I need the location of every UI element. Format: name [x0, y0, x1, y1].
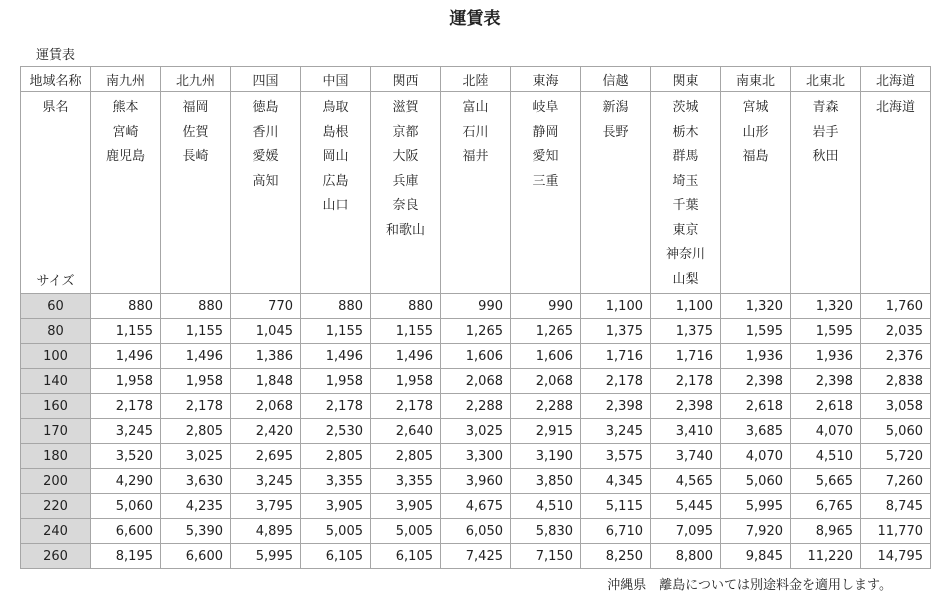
size-cell: 80: [21, 319, 91, 344]
fare-cell: 5,830: [511, 519, 581, 544]
fare-cell: 3,905: [301, 494, 371, 519]
region-header: 南九州: [91, 67, 161, 92]
fare-cell: 2,398: [651, 394, 721, 419]
prefecture-name: 北海道: [875, 100, 915, 115]
fare-cell: 3,575: [581, 444, 651, 469]
prefecture-name: 長野: [602, 124, 629, 140]
fare-cell: 1,155: [91, 319, 161, 344]
size-cell: 170: [21, 419, 91, 444]
fare-cell: 6,765: [791, 494, 861, 519]
fare-cell: 3,245: [231, 469, 301, 494]
table-row: [21, 344, 931, 369]
prefecture-name: 宮崎: [112, 124, 139, 140]
region-label-cell: 地域名称: [21, 67, 91, 92]
fare-cell: 7,150: [511, 544, 581, 569]
prefecture-name: 福岡: [182, 100, 209, 115]
fare-cell: 3,300: [441, 444, 511, 469]
prefecture-name: 和歌山: [385, 222, 425, 238]
fare-cell: 1,155: [371, 319, 441, 344]
fare-cell: 3,245: [581, 419, 651, 444]
fare-cell: 2,805: [371, 444, 441, 469]
prefecture-name: 群馬: [672, 149, 699, 164]
prefecture-name: 山形: [742, 124, 769, 140]
fare-cell: 1,320: [791, 294, 861, 319]
page-title: 運賃表: [449, 9, 501, 29]
fare-cell: 5,995: [721, 494, 791, 519]
fare-cell: 880: [161, 294, 231, 319]
size-cell: 60: [21, 294, 91, 319]
fare-cell: 2,530: [301, 419, 371, 444]
prefecture-name: 徳島: [252, 100, 279, 115]
prefecture-name: 大阪: [392, 149, 419, 164]
fare-cell: 5,995: [231, 544, 301, 569]
size-cell: 140: [21, 369, 91, 394]
fare-cell: 4,510: [511, 494, 581, 519]
fare-cell: 3,850: [511, 469, 581, 494]
pref-label: 県名: [42, 100, 69, 115]
fare-cell: 3,058: [861, 394, 931, 419]
fare-cell: 3,905: [371, 494, 441, 519]
prefecture-name: 秋田: [812, 149, 839, 164]
fare-cell: 4,675: [441, 494, 511, 519]
size-cell: 260: [21, 544, 91, 569]
prefecture-name: 富山: [462, 100, 489, 115]
prefecture-cell: [231, 92, 301, 294]
region-header: 北海道: [861, 67, 931, 92]
pref-size-label-cell: [21, 92, 91, 294]
fare-cell: 5,720: [861, 444, 931, 469]
prefecture-cell: [441, 92, 511, 294]
fare-cell: 2,805: [161, 419, 231, 444]
region-header: 信越: [581, 67, 651, 92]
region-header: 南東北: [721, 67, 791, 92]
prefecture-name: 新潟: [602, 100, 629, 115]
prefecture-name: 滋賀: [392, 100, 419, 115]
prefecture-cell: [861, 92, 931, 294]
region-header: 北東北: [791, 67, 861, 92]
fare-cell: 770: [231, 294, 301, 319]
prefecture-cell: [581, 92, 651, 294]
prefecture-name: 兵庫: [392, 173, 419, 189]
fare-cell: 1,936: [721, 344, 791, 369]
prefecture-cell: [651, 92, 721, 294]
fare-cell: 1,496: [91, 344, 161, 369]
fare-cell: 3,245: [91, 419, 161, 444]
fare-cell: 1,848: [231, 369, 301, 394]
region-header: 関東: [651, 67, 721, 92]
fare-cell: 3,960: [441, 469, 511, 494]
prefecture-name: 青森: [812, 100, 839, 115]
prefecture-name: 愛媛: [252, 149, 279, 164]
prefecture-name: 山梨: [672, 271, 699, 287]
fare-cell: 1,496: [301, 344, 371, 369]
fare-cell: 4,070: [791, 419, 861, 444]
fare-cell: 2,178: [301, 394, 371, 419]
fare-cell: 3,520: [91, 444, 161, 469]
fare-cell: 2,640: [371, 419, 441, 444]
fare-cell: 5,060: [91, 494, 161, 519]
fare-cell: 5,445: [651, 494, 721, 519]
fare-cell: 3,410: [651, 419, 721, 444]
fare-cell: 990: [511, 294, 581, 319]
prefecture-name: 福島: [742, 149, 769, 164]
fare-cell: 7,260: [861, 469, 931, 494]
prefecture-name: 広島: [322, 173, 349, 189]
prefecture-name: 高知: [252, 173, 279, 189]
prefecture-name: 鹿児島: [105, 149, 145, 164]
fare-cell: 1,265: [441, 319, 511, 344]
prefecture-name: 島根: [322, 124, 349, 140]
fare-cell: 1,595: [791, 319, 861, 344]
fare-cell: 1,606: [441, 344, 511, 369]
size-cell: 180: [21, 444, 91, 469]
fare-cell: 2,838: [861, 369, 931, 394]
prefecture-cell: [301, 92, 371, 294]
prefecture-name: 福井: [462, 149, 489, 164]
fare-cell: 6,105: [301, 544, 371, 569]
prefecture-name: 神奈川: [665, 247, 705, 262]
prefecture-name: 岡山: [322, 149, 349, 164]
prefecture-name: 岐阜: [532, 100, 559, 115]
fare-cell: 2,398: [581, 394, 651, 419]
fare-cell: 4,290: [91, 469, 161, 494]
fare-cell: 1,375: [651, 319, 721, 344]
fare-cell: 8,965: [791, 519, 861, 544]
fare-cell: 1,155: [161, 319, 231, 344]
fare-cell: 1,760: [861, 294, 931, 319]
fare-cell: 7,095: [651, 519, 721, 544]
table-row: [21, 494, 931, 519]
fare-cell: 8,800: [651, 544, 721, 569]
table-row: [21, 444, 931, 469]
prefecture-name: 宮城: [742, 100, 769, 115]
fare-cell: 880: [371, 294, 441, 319]
table-row: [21, 394, 931, 419]
fare-cell: 3,685: [721, 419, 791, 444]
table-row: [21, 469, 931, 494]
fare-cell: 1,045: [231, 319, 301, 344]
fare-cell: 1,265: [511, 319, 581, 344]
fare-cell: 2,178: [651, 369, 721, 394]
region-header: 東海: [511, 67, 581, 92]
fare-cell: 880: [91, 294, 161, 319]
fare-cell: 2,288: [511, 394, 581, 419]
prefecture-name: 岩手: [812, 124, 839, 140]
region-header-row: [21, 67, 931, 92]
size-cell: 160: [21, 394, 91, 419]
fare-cell: 2,068: [511, 369, 581, 394]
fare-cell: 2,178: [91, 394, 161, 419]
fare-cell: 1,496: [161, 344, 231, 369]
fare-cell: 2,035: [861, 319, 931, 344]
prefecture-name: 東京: [672, 222, 699, 238]
prefecture-row: [21, 92, 931, 294]
fare-cell: 1,716: [651, 344, 721, 369]
fare-cell: 14,795: [861, 544, 931, 569]
fare-cell: 11,770: [861, 519, 931, 544]
prefecture-name: 静岡: [532, 124, 559, 140]
fare-cell: 6,105: [371, 544, 441, 569]
region-header: 北陸: [441, 67, 511, 92]
fare-cell: 2,288: [441, 394, 511, 419]
fare-cell: 1,375: [581, 319, 651, 344]
fare-cell: 5,060: [861, 419, 931, 444]
size-cell: 240: [21, 519, 91, 544]
fare-cell: 6,600: [91, 519, 161, 544]
table-row: [21, 319, 931, 344]
table-row: [21, 544, 931, 569]
size-cell: 200: [21, 469, 91, 494]
prefecture-cell: [511, 92, 581, 294]
fare-cell: 4,070: [721, 444, 791, 469]
prefecture-name: 長崎: [182, 149, 209, 164]
region-header: 中国: [301, 67, 371, 92]
fare-cell: 2,420: [231, 419, 301, 444]
fare-cell: 8,250: [581, 544, 651, 569]
fare-cell: 3,740: [651, 444, 721, 469]
prefecture-cell: [371, 92, 441, 294]
size-cell: 220: [21, 494, 91, 519]
fare-cell: 5,005: [301, 519, 371, 544]
fare-cell: 1,155: [301, 319, 371, 344]
region-header: 北九州: [161, 67, 231, 92]
fare-cell: 1,100: [651, 294, 721, 319]
fare-cell: 2,695: [231, 444, 301, 469]
fare-cell: 4,510: [791, 444, 861, 469]
fare-cell: 880: [301, 294, 371, 319]
fare-cell: 3,795: [231, 494, 301, 519]
fare-cell: 6,050: [441, 519, 511, 544]
table-caption: 運賃表: [36, 48, 76, 63]
fare-cell: 2,068: [441, 369, 511, 394]
prefecture-cell: [161, 92, 231, 294]
table-row: [21, 369, 931, 394]
fare-cell: 4,345: [581, 469, 651, 494]
fare-cell: 2,805: [301, 444, 371, 469]
fare-cell: 1,320: [721, 294, 791, 319]
fare-cell: 3,025: [161, 444, 231, 469]
fare-cell: 1,958: [301, 369, 371, 394]
fare-cell: 1,100: [581, 294, 651, 319]
fare-cell: 5,665: [791, 469, 861, 494]
size-cell: 100: [21, 344, 91, 369]
fare-cell: 8,745: [861, 494, 931, 519]
prefecture-name: 山口: [322, 198, 349, 213]
fare-cell: 2,178: [581, 369, 651, 394]
fare-table: [20, 66, 931, 569]
fare-cell: 2,398: [791, 369, 861, 394]
table-row: [21, 519, 931, 544]
fare-cell: 6,710: [581, 519, 651, 544]
fare-cell: 11,220: [791, 544, 861, 569]
prefecture-name: 熊本: [112, 100, 139, 115]
fare-cell: 2,178: [161, 394, 231, 419]
prefecture-name: 茨城: [672, 100, 699, 115]
prefecture-cell: [91, 92, 161, 294]
fare-cell: 5,115: [581, 494, 651, 519]
fare-cell: 2,618: [791, 394, 861, 419]
fare-cell: 1,496: [371, 344, 441, 369]
fare-cell: 1,958: [91, 369, 161, 394]
fare-cell: 2,068: [231, 394, 301, 419]
fare-cell: 1,716: [581, 344, 651, 369]
prefecture-cell: [721, 92, 791, 294]
footnote: 沖縄県 離島については別途料金を適用します。: [607, 578, 892, 593]
fare-cell: 5,005: [371, 519, 441, 544]
prefecture-name: 香川: [252, 124, 279, 140]
fare-cell: 6,600: [161, 544, 231, 569]
fare-cell: 2,398: [721, 369, 791, 394]
fare-cell: 2,178: [371, 394, 441, 419]
fare-cell: 3,630: [161, 469, 231, 494]
region-header: 関西: [371, 67, 441, 92]
size-label: サイズ: [36, 274, 75, 289]
prefecture-name: 鳥取: [322, 100, 349, 115]
fare-cell: 4,895: [231, 519, 301, 544]
fare-cell: 3,025: [441, 419, 511, 444]
fare-cell: 9,845: [721, 544, 791, 569]
prefecture-name: 愛知: [532, 149, 559, 164]
fare-cell: 1,936: [791, 344, 861, 369]
prefecture-name: 奈良: [392, 198, 419, 213]
fare-cell: 4,235: [161, 494, 231, 519]
prefecture-name: 栃木: [672, 124, 699, 140]
fare-cell: 3,355: [301, 469, 371, 494]
prefecture-name: 三重: [532, 173, 559, 189]
fare-cell: 1,386: [231, 344, 301, 369]
region-header: 四国: [231, 67, 301, 92]
fare-cell: 1,606: [511, 344, 581, 369]
fare-cell: 7,425: [441, 544, 511, 569]
prefecture-name: 京都: [392, 124, 419, 140]
fare-cell: 3,190: [511, 444, 581, 469]
fare-cell: 2,618: [721, 394, 791, 419]
fare-cell: 7,920: [721, 519, 791, 544]
fare-cell: 2,915: [511, 419, 581, 444]
fare-cell: 4,565: [651, 469, 721, 494]
fare-cell: 1,595: [721, 319, 791, 344]
fare-cell: 1,958: [371, 369, 441, 394]
fare-cell: 2,376: [861, 344, 931, 369]
fare-cell: 8,195: [91, 544, 161, 569]
fare-cell: 5,060: [721, 469, 791, 494]
table-row: [21, 294, 931, 319]
table-row: [21, 419, 931, 444]
fare-cell: 3,355: [371, 469, 441, 494]
prefecture-name: 千葉: [672, 198, 699, 213]
prefecture-name: 埼玉: [672, 173, 699, 189]
fare-cell: 5,390: [161, 519, 231, 544]
fare-rows: [21, 294, 931, 569]
fare-cell: 990: [441, 294, 511, 319]
prefecture-name: 佐賀: [182, 124, 209, 140]
prefecture-cell: [791, 92, 861, 294]
fare-cell: 1,958: [161, 369, 231, 394]
prefecture-name: 石川: [462, 124, 489, 140]
